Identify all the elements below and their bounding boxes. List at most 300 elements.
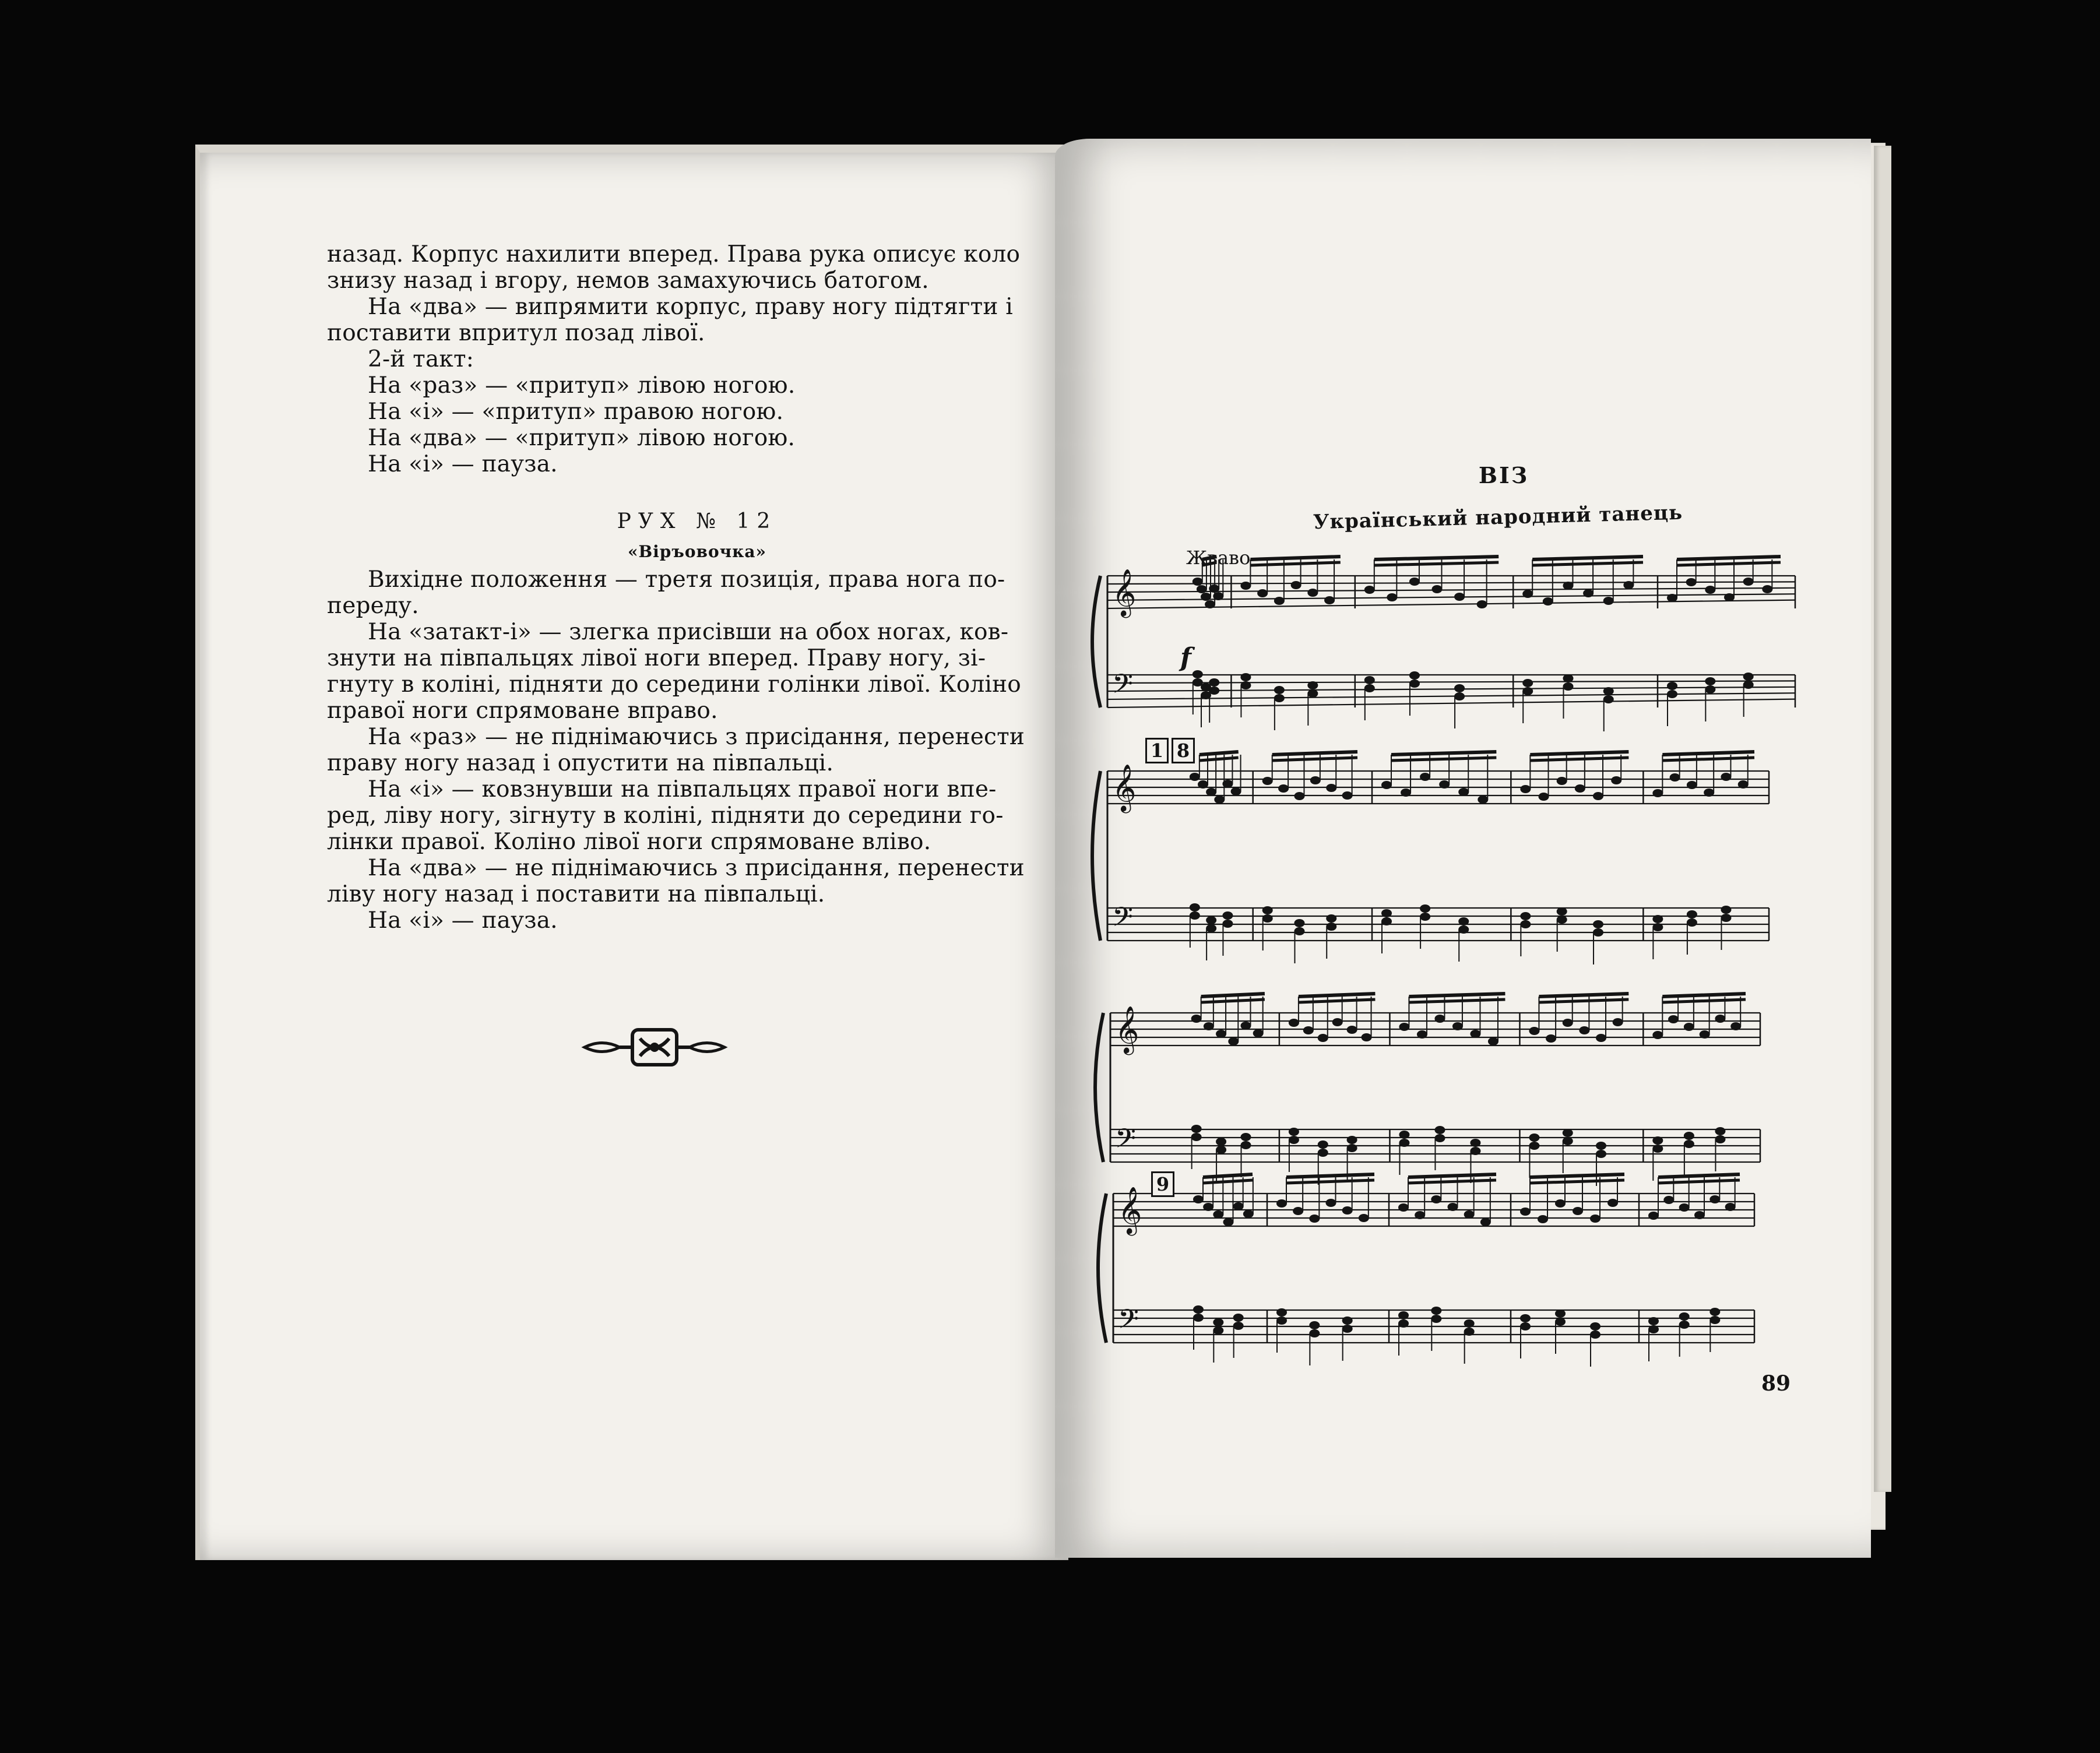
note-head [1417, 1030, 1427, 1039]
count-line: На «і» — «притуп» правою ногою. [368, 399, 784, 425]
text-line: На «затакт-і» — злегка присівши на обох ногах, ков- [368, 619, 1009, 645]
note-head [1478, 795, 1488, 804]
treble-clef-icon: 𝄞 [1112, 568, 1137, 616]
note-head [1563, 682, 1573, 691]
note-head [1454, 692, 1465, 701]
text-line: На «і» — ковзнувши на півпальцях правої ноги впе- [368, 776, 997, 802]
note-head [1276, 1316, 1287, 1325]
note-head [1563, 1137, 1573, 1145]
note-head [1415, 1211, 1425, 1219]
beam [1202, 557, 1217, 559]
note-head [1557, 777, 1567, 785]
note-head [1209, 585, 1219, 593]
note-head [1454, 684, 1465, 692]
beam [1200, 752, 1239, 755]
note-head [1709, 1195, 1720, 1203]
beam [1539, 994, 1628, 997]
note-head [1563, 1129, 1573, 1137]
bass-clef-icon: 𝄢 [1115, 1123, 1137, 1161]
note-head [1652, 1145, 1663, 1153]
note-head [1289, 1019, 1299, 1027]
note-head [1667, 682, 1677, 690]
bass-clef-icon: 𝄢 [1112, 668, 1134, 706]
beam [1409, 994, 1505, 997]
text-line: На «і» — пауза. [368, 907, 558, 934]
note-head [1216, 1138, 1226, 1146]
note-head [1276, 1199, 1287, 1208]
ornament-icon [579, 1021, 730, 1073]
note-head [1705, 677, 1715, 685]
note-head [1434, 1126, 1445, 1134]
note-head [1193, 1314, 1204, 1322]
note-head [1240, 681, 1251, 689]
note-head [1190, 773, 1200, 781]
note-head [1191, 1125, 1202, 1133]
beam [1532, 562, 1643, 565]
section-subheading: «Віръовочка» [627, 542, 767, 561]
note-head [1557, 907, 1567, 916]
system-brace [1092, 576, 1100, 707]
beam [1272, 758, 1357, 761]
note-head [1730, 1022, 1741, 1030]
note-head [1520, 912, 1531, 920]
note-head [1307, 681, 1318, 689]
note-head [1206, 788, 1216, 796]
note-head [1667, 594, 1677, 602]
note-head [1342, 1325, 1353, 1333]
note-head [1743, 681, 1754, 689]
note-head [1684, 1140, 1694, 1148]
system-brace [1098, 1194, 1106, 1343]
note-head [1679, 1321, 1690, 1329]
note-head [1253, 1029, 1264, 1037]
note-head [1687, 918, 1697, 927]
note-head [1326, 784, 1336, 792]
note-head [1240, 1141, 1251, 1149]
note-head [1563, 582, 1573, 590]
note-head [1431, 1195, 1441, 1203]
note-head [1667, 690, 1677, 698]
text-line: лінки правої. Коліно лівої ноги спрямоване вліво. [327, 829, 931, 855]
section-text [327, 566, 1067, 934]
note-head [1596, 1034, 1606, 1042]
note-head [1213, 592, 1223, 600]
note-head [1543, 597, 1553, 606]
note-head [1399, 1139, 1409, 1147]
note-head [1555, 1310, 1566, 1318]
beam [1658, 1180, 1740, 1183]
dynamic-marking: f [1180, 643, 1191, 673]
note-head [1420, 904, 1430, 913]
note-head [1563, 1019, 1573, 1027]
note-head [1209, 687, 1219, 695]
beam [1201, 994, 1265, 997]
note-head [1309, 1329, 1320, 1337]
count-line: На «два» — «притуп» лівою ногою. [368, 425, 796, 451]
treble-clef-icon: 𝄞 [1118, 1186, 1142, 1234]
note-head [1470, 1147, 1480, 1155]
note-head [1222, 780, 1233, 788]
note-head [1738, 780, 1749, 789]
beam [1299, 994, 1376, 997]
note-head [1454, 593, 1465, 601]
note-head [1342, 1206, 1353, 1215]
note-head [1652, 1136, 1663, 1145]
note-head [1193, 578, 1203, 586]
note-head [1274, 597, 1285, 605]
note-head [1240, 582, 1251, 590]
note-head [1593, 792, 1603, 800]
note-head [1520, 1314, 1531, 1322]
note-head [1573, 1207, 1583, 1215]
text-line: ред, ліву ногу, зігнуту в коліні, підняти до середини го- [327, 802, 1004, 829]
note-head [1201, 593, 1211, 601]
note-head [1709, 1308, 1720, 1316]
beam [1530, 1174, 1624, 1177]
text-line: ліву ногу назад і поставити на півпальці. [327, 881, 825, 907]
text-line: знути на півпальцях лівої ноги вперед. Праву ногу, зі- [327, 645, 986, 671]
note-head [1555, 1318, 1566, 1326]
note-head [1458, 925, 1469, 934]
note-head [1359, 1214, 1369, 1222]
note-head [1593, 928, 1603, 937]
note-head [1611, 776, 1621, 784]
note-head [1190, 903, 1200, 911]
note-head [1240, 1133, 1251, 1141]
note-head [1434, 1015, 1445, 1023]
note-head [1520, 920, 1531, 928]
note-head [1347, 1026, 1357, 1034]
note-head [1520, 785, 1531, 793]
beam [1201, 999, 1265, 1002]
beam [1286, 1174, 1374, 1177]
note-head [1205, 600, 1215, 608]
note-head [1274, 694, 1285, 702]
note-head [1603, 695, 1614, 703]
note-head [1596, 1142, 1606, 1150]
note-head [1362, 1033, 1372, 1041]
note-head [1458, 917, 1469, 925]
note-head [1309, 1215, 1320, 1223]
note-head [1223, 1218, 1234, 1226]
note-head [1206, 916, 1216, 924]
note-head [1332, 1018, 1343, 1026]
note-head [1668, 1015, 1679, 1023]
note-head [1198, 780, 1208, 789]
note-head [1291, 581, 1301, 589]
note-head [1364, 684, 1375, 692]
note-head [1243, 1210, 1254, 1218]
note-head [1520, 1322, 1531, 1330]
note-head [1477, 600, 1487, 608]
beam [1662, 999, 1746, 1002]
tempo-marking: Жваво [1186, 547, 1251, 569]
note-head [1721, 914, 1731, 922]
system-brace [1092, 771, 1100, 941]
beam [1250, 562, 1340, 565]
note-head [1399, 1131, 1409, 1139]
note-head [1652, 789, 1663, 797]
note-head [1193, 670, 1203, 678]
note-head [1603, 687, 1614, 695]
note-head [1401, 789, 1411, 797]
note-head [1488, 1037, 1499, 1046]
note-head [1262, 777, 1273, 785]
note-head [1522, 687, 1533, 695]
note-head [1214, 795, 1225, 804]
note-head [1381, 917, 1392, 925]
note-head [1762, 585, 1772, 593]
note-head [1686, 578, 1697, 586]
text-line: праву ногу назад і опустити на півпальці. [327, 750, 834, 776]
note-head [1648, 1317, 1659, 1325]
note-head [1603, 597, 1614, 605]
note-head [1399, 1023, 1409, 1031]
beam [1662, 994, 1746, 997]
note-head [1326, 923, 1336, 931]
note-head [1228, 1037, 1239, 1046]
note-head [1613, 1018, 1623, 1026]
note-head [1694, 1211, 1705, 1219]
note-head [1257, 589, 1268, 597]
note-head [1593, 920, 1603, 928]
note-head [1652, 915, 1663, 923]
note-head [1563, 674, 1573, 682]
beam [1203, 1180, 1253, 1183]
note-head [1700, 1030, 1710, 1039]
note-head [1670, 773, 1680, 782]
note-head [1326, 1199, 1336, 1207]
note-head [1293, 1207, 1303, 1215]
treble-clef-icon: 𝄞 [1112, 763, 1137, 811]
note-head [1704, 789, 1714, 797]
beam [1299, 999, 1376, 1002]
music-score [1055, 139, 1871, 1558]
note-head [1522, 590, 1533, 598]
note-head [1539, 793, 1549, 801]
beam [1408, 1174, 1496, 1177]
note-head [1409, 671, 1420, 680]
note-head [1289, 1128, 1299, 1136]
text-line: знизу назад і вгору, немов замахуючись батогом. [327, 267, 929, 294]
note-head [1262, 906, 1273, 914]
note-head [1193, 1195, 1204, 1203]
note-head [1342, 791, 1353, 800]
note-head [1724, 593, 1735, 601]
note-head [1555, 1199, 1566, 1208]
text-line: На «два» — випрямити корпус, праву ногу підтягти і [368, 294, 1013, 320]
note-head [1409, 680, 1420, 688]
beam [1272, 752, 1357, 755]
beam [1391, 752, 1496, 755]
note-head [1204, 1022, 1214, 1030]
note-head [1420, 913, 1430, 921]
note-head [1318, 1149, 1328, 1157]
note-head [1276, 1308, 1287, 1316]
bar-label: 2-й такт: [368, 346, 474, 372]
note-head [1480, 1218, 1491, 1226]
note-head [1213, 1318, 1223, 1326]
note-head [1289, 1136, 1299, 1144]
text-line: поставити впритул позад лівої. [327, 320, 705, 346]
note-head [1529, 1134, 1539, 1142]
text-line: правої ноги спрямоване вправо. [327, 698, 718, 724]
text-line: назад. Корпус нахилити вперед. Права рука описує коло [327, 241, 1021, 267]
note-head [1470, 1030, 1480, 1038]
note-head [1529, 1027, 1539, 1035]
note-head [1652, 1031, 1663, 1039]
rehearsal-mark: 1 [1145, 738, 1169, 763]
note-head [1684, 1023, 1694, 1031]
note-head [1709, 1316, 1720, 1324]
note-head [1715, 1135, 1725, 1143]
note-head [1648, 1212, 1659, 1220]
section-heading: РУХ № 12 [617, 509, 778, 533]
note-head [1203, 1203, 1213, 1211]
note-head [1240, 1022, 1251, 1030]
note-head [1342, 1316, 1353, 1325]
beam [1286, 1180, 1374, 1183]
note-head [1590, 1330, 1600, 1339]
note-head [1398, 1319, 1409, 1328]
note-head [1464, 1210, 1475, 1219]
note-head [1687, 781, 1697, 789]
note-head [1420, 773, 1430, 781]
note-head [1652, 923, 1663, 931]
note-head [1387, 593, 1397, 601]
note-head [1409, 578, 1420, 586]
note-head [1326, 914, 1336, 923]
note-head [1705, 685, 1715, 694]
note-head [1458, 788, 1469, 796]
note-head [1262, 914, 1273, 923]
beam [1203, 1174, 1253, 1177]
beam [1408, 1180, 1496, 1183]
note-head [1590, 1322, 1600, 1330]
note-head [1240, 673, 1251, 681]
note-head [1190, 911, 1200, 920]
note-head [1725, 1203, 1736, 1211]
text-line: Вихідне положення — третя позиція, права нога по- [368, 566, 1005, 593]
note-head [1191, 1133, 1202, 1141]
note-head [1398, 1311, 1409, 1319]
note-head [1432, 585, 1443, 593]
paragraph-1 [327, 241, 1067, 477]
note-head [1364, 676, 1375, 684]
note-head [1381, 909, 1392, 917]
note-head [1431, 1315, 1441, 1323]
note-head [1213, 1326, 1223, 1335]
beam [1391, 758, 1496, 761]
note-head [1307, 589, 1318, 597]
rehearsal-mark: 9 [1151, 1171, 1174, 1197]
note-head [1721, 773, 1731, 781]
note-head [1318, 1034, 1328, 1042]
note-head [1222, 920, 1233, 928]
note-head [1294, 919, 1304, 927]
count-line: На «раз» — «притуп» лівою ногою. [368, 372, 796, 399]
bass-clef-icon: 𝄢 [1118, 1304, 1139, 1342]
beam [1539, 999, 1628, 1002]
note-head [1216, 1030, 1226, 1038]
beam [1374, 557, 1499, 559]
text-line: На «два» — не піднімаючись з присідання, перенести [368, 855, 1025, 881]
note-head [1197, 585, 1207, 593]
note-head [1310, 776, 1321, 784]
note-head [1538, 1215, 1548, 1223]
note-head [1743, 578, 1754, 586]
page-number: 89 [1761, 1371, 1791, 1396]
beam [1409, 999, 1505, 1002]
page-edges-back [1874, 146, 1891, 1492]
note-head [1222, 911, 1233, 920]
note-head [1231, 787, 1241, 795]
note-head [1274, 686, 1285, 694]
note-head [1590, 1215, 1600, 1223]
note-head [1623, 581, 1634, 589]
note-head [1233, 1322, 1244, 1330]
text-line: гнуту в коліні, підняти до середини голінки лівої. Коліно [327, 671, 1021, 698]
text-line: На «раз» — не піднімаючись з присідання, перенести [368, 724, 1025, 750]
note-head [1522, 679, 1533, 687]
beam [1658, 1174, 1740, 1177]
note-head [1294, 792, 1304, 800]
beam [1530, 752, 1628, 755]
note-head [1206, 924, 1216, 932]
note-head [1431, 1307, 1441, 1315]
note-head [1294, 927, 1304, 935]
note-head [1216, 1146, 1226, 1154]
note-head [1233, 1202, 1244, 1210]
note-head [1684, 1132, 1694, 1140]
note-head [1452, 1022, 1463, 1030]
note-head [1546, 1034, 1556, 1043]
note-head [1318, 1140, 1328, 1149]
note-head [1663, 1196, 1674, 1204]
note-head [1233, 1314, 1244, 1322]
beam [1374, 562, 1499, 565]
note-head [1529, 1142, 1539, 1150]
beam [1530, 758, 1628, 761]
note-head [1687, 910, 1697, 918]
piece-title: ВІЗ [1478, 462, 1529, 488]
beam [1677, 557, 1781, 559]
rehearsal-mark: 8 [1172, 738, 1195, 763]
beam [1662, 758, 1754, 761]
system-brace [1095, 1013, 1103, 1162]
beam [1677, 562, 1781, 565]
note-head [1213, 1210, 1223, 1219]
note-head [1398, 1203, 1409, 1212]
treble-clef-icon: 𝄞 [1115, 1005, 1139, 1053]
note-head [1579, 1026, 1589, 1034]
note-head [1557, 916, 1567, 924]
note-head [1303, 1026, 1314, 1034]
note-head [1439, 780, 1450, 789]
note-head [1364, 586, 1375, 594]
note-head [1434, 1134, 1445, 1142]
note-head [1596, 1150, 1606, 1158]
note-head [1470, 1139, 1480, 1147]
note-head [1347, 1136, 1357, 1144]
note-head [1705, 586, 1715, 594]
piece-subtitle: Український народний танець [1313, 501, 1683, 534]
note-head [1193, 1305, 1204, 1314]
note-head [1191, 1015, 1202, 1023]
bass-clef-icon: 𝄢 [1112, 902, 1134, 939]
note-head [1309, 1321, 1320, 1329]
note-head [1575, 784, 1585, 793]
